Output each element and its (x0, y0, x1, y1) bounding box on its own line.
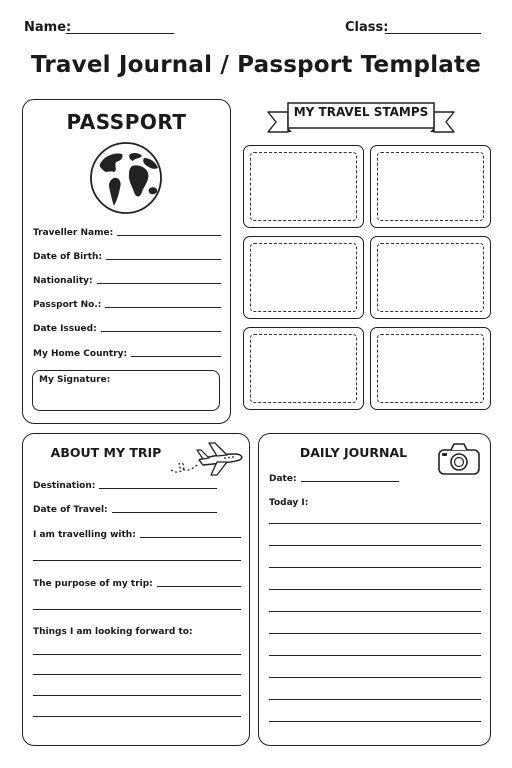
stamp-box[interactable] (370, 236, 491, 319)
class-label: Class: (345, 20, 389, 35)
page-title: Travel Journal / Passport Template (31, 52, 481, 78)
field-label: Date: (269, 474, 297, 484)
looking-forward-field (33, 627, 241, 637)
nationality-field[interactable] (33, 276, 221, 286)
field-line[interactable] (131, 356, 221, 357)
field-label: My Home Country: (33, 349, 128, 359)
today-i-field (269, 498, 312, 508)
field-line[interactable] (97, 283, 221, 284)
writing-line[interactable] (33, 654, 241, 655)
purpose-field[interactable] (33, 579, 241, 589)
home-country-field[interactable] (33, 349, 221, 359)
stamp-box[interactable] (243, 145, 364, 228)
signature-label: My Signature: (39, 375, 111, 385)
travelling-with-field[interactable] (33, 530, 241, 540)
field-label: Destination: (33, 481, 96, 491)
passport-panel (22, 99, 231, 424)
stamp-dashed-area (377, 152, 484, 221)
field-label: Date Issued: (33, 324, 97, 334)
globe-icon (88, 140, 164, 216)
about-trip-title: ABOUT MY TRIP (50, 445, 162, 460)
date-of-travel-field[interactable] (33, 505, 217, 515)
writing-line[interactable] (33, 609, 241, 610)
field-label: Passport No.: (33, 300, 102, 310)
daily-journal-panel (258, 433, 491, 746)
daily-journal-title: DAILY JOURNAL (299, 445, 408, 460)
writing-line[interactable] (269, 721, 481, 722)
stamp-dashed-area (250, 334, 357, 403)
stamp-box[interactable] (243, 236, 364, 319)
field-label: The purpose of my trip: (33, 579, 153, 589)
stamps-title: MY TRAVEL STAMPS (293, 105, 429, 119)
field-label: Nationality: (33, 276, 93, 286)
destination-field[interactable] (33, 481, 217, 491)
writing-line[interactable] (33, 695, 241, 696)
writing-line[interactable] (269, 677, 481, 678)
writing-line[interactable] (269, 589, 481, 590)
journal-date-field[interactable] (269, 474, 399, 484)
about-trip-panel (22, 433, 250, 746)
field-label: Date of Birth: (33, 252, 103, 262)
airplane-icon (169, 440, 245, 478)
field-label: Today I: (269, 498, 309, 508)
field-label: Things I am looking forward to: (33, 627, 193, 637)
writing-line[interactable] (269, 523, 481, 524)
field-label: Date of Travel: (33, 505, 108, 515)
field-line[interactable] (117, 235, 221, 236)
class-line[interactable] (385, 33, 481, 34)
stamp-dashed-area (377, 334, 484, 403)
field-line[interactable] (112, 512, 217, 513)
field-label: Traveller Name: (33, 228, 114, 238)
writing-line[interactable] (269, 655, 481, 656)
field-line[interactable] (106, 259, 221, 260)
signature-box[interactable] (32, 370, 220, 411)
stamp-dashed-area (250, 152, 357, 221)
stamp-dashed-area (377, 243, 484, 312)
writing-line[interactable] (269, 567, 481, 568)
stamp-box[interactable] (243, 327, 364, 410)
stamp-box[interactable] (370, 145, 491, 228)
writing-line[interactable] (33, 716, 241, 717)
name-line[interactable] (66, 33, 174, 34)
writing-line[interactable] (269, 611, 481, 612)
name-label: Name: (24, 20, 72, 35)
passport-no-field[interactable] (33, 300, 221, 310)
stamps-banner (266, 100, 456, 136)
field-label: I am travelling with: (33, 530, 136, 540)
writing-line[interactable] (269, 633, 481, 634)
writing-line[interactable] (269, 699, 481, 700)
stamp-box[interactable] (370, 327, 491, 410)
date-of-birth-field[interactable] (33, 252, 221, 262)
camera-icon (437, 442, 481, 476)
writing-line[interactable] (33, 674, 241, 675)
date-issued-field[interactable] (33, 324, 221, 334)
passport-title: PASSPORT (66, 110, 187, 134)
field-line[interactable] (101, 331, 221, 332)
field-line[interactable] (99, 488, 217, 489)
writing-line[interactable] (33, 560, 241, 561)
writing-line[interactable] (269, 545, 481, 546)
field-line[interactable] (105, 307, 221, 308)
stamp-dashed-area (250, 243, 357, 312)
field-line[interactable] (157, 586, 241, 587)
traveller-name-field[interactable] (33, 228, 221, 238)
field-line[interactable] (301, 481, 399, 482)
field-line[interactable] (140, 537, 241, 538)
